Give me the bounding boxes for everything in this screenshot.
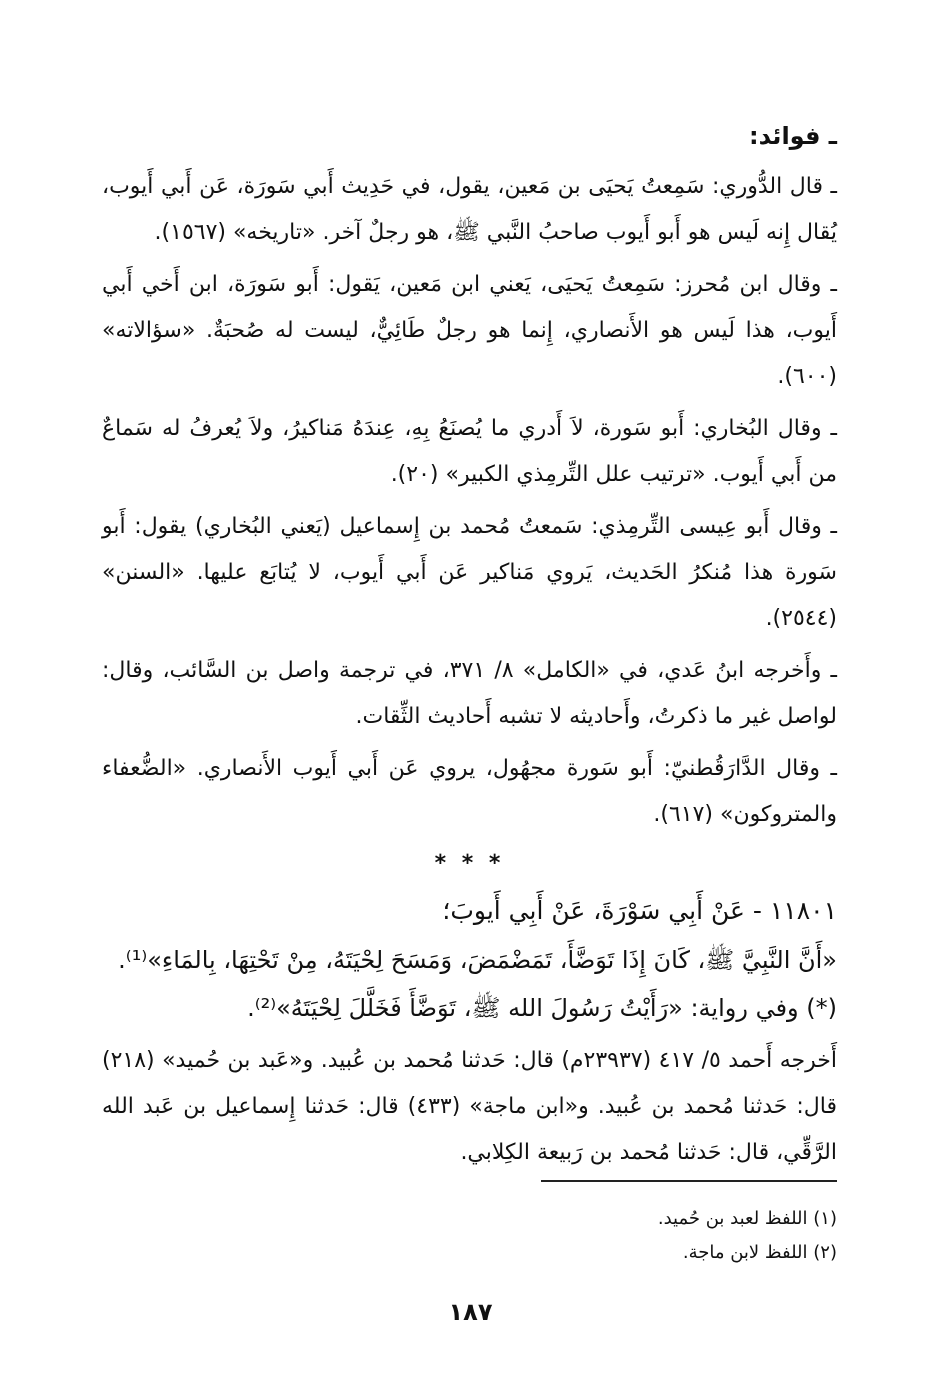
section-heading: ـ فوائد: bbox=[748, 122, 837, 150]
paragraph-ibn-adi: ـ وأَخرجه ابنُ عَدي، في «الكامل» ٨/ ٣٧١، في ترجمة واصل بن السَّائب، وقال: لواصل غير ما ذكرتُ، وأَحاديثه لا تشبه أَحاديث الثِّقات. bbox=[102, 658, 838, 729]
paragraph-bukhari: ـ وقال البُخاري: أَبو سَورة، لاَ أَدري ما يُصنَعُ بِهِ، عِندَهُ مَناكيرُ، ولاَ يُعرفُ له سَماعٌ من أَبي أَيوب. «ترتيب علل التِّرمِذي الكبير» (٢٠). bbox=[102, 416, 837, 487]
footnotes bbox=[102, 1202, 837, 1270]
paragraph-daraqutni: ـ وقال الدَّارَقُطنيّ: أَبو سَورة مجهُول، يروي عَن أَبي أَيوب الأَنصاري. «الضُّعفاء والمتروكون» (٦١٧). bbox=[102, 756, 837, 827]
paragraph-ibn-muhriz: ـ وقال ابن مُحرز: سَمِعتُ يَحيَى، يَعني ابن مَعين، يَقول: أَبو سَورَة، ابن أَخي أَبي أَيوب، هذا لَيس هو الأَنصاري، إِنما هو رجلٌ طَائِيٌّ، ليست له صُحبَةٌ. «سؤالاته» (٦٠٠). bbox=[102, 272, 837, 389]
footnote-1: (١) اللفظ لعبد بن حُميد. bbox=[657, 1208, 837, 1229]
hadith-title: ١١٨٠١ - عَنْ أَبِي سَوْرَةَ، عَنْ أَبِي أَيوبَ؛ bbox=[442, 896, 837, 925]
hadith-variant: (*) وفي رواية: «رَأَيْتُ رَسُولَ الله ﷺ، تَوَضَّأَ فَخَلَّلَ لِحْيَتَهُ»⁽²⁾. bbox=[247, 994, 837, 1022]
paragraph-tirmidhi: ـ وقال أَبو عِيسى التِّرمِذي: سَمعتُ مُحمد بن إِسماعيل (يَعني البُخاري) يقول: أَبو سَورة هذا مُنكرُ الحَديث، يَروي مَناكير عَن أَبي أَيوب، لا يُتابَع عليها. «السنن» (٢٥٤٤). bbox=[102, 514, 837, 631]
page-body bbox=[102, 112, 837, 1176]
footnote-divider bbox=[541, 1180, 837, 1182]
page-number: ١٨٧ bbox=[448, 1298, 493, 1326]
paragraph-douri: ـ قال الدُّوري: سَمِعتُ يَحيَى بن مَعين، يقول، في حَدِيث أَبي سَورَة، عَن أَبي أَيوب، يُقال إِنه لَيس هو أَبو أَيوب صاحبُ النَّبي ﷺ، هو رجلٌ آخر. «تاريخه» (١٥٦٧). bbox=[102, 174, 837, 245]
hadith-text: «أَنَّ النَّبِيَّ ﷺ، كَانَ إِذَا تَوَضَّأَ، تَمَضْمَضَ، وَمَسَحَ لِحْيَتَهُ، مِنْ تَحْتِهَا، بِالمَاءِ»⁽¹⁾. bbox=[118, 946, 837, 974]
footnote-2: (٢) اللفظ لابن ماجة. bbox=[682, 1242, 837, 1263]
section-separator: * * * bbox=[434, 851, 505, 876]
takhrij-paragraph: أَخرجه أَحمد ٥/ ٤١٧ (٢٣٩٣٧م) قال: حَدثنا مُحمد بن عُبيد. و«عَبد بن حُميد» (٢١٨) قال: حَدثنا مُحمد بن عُبيد. و«ابن ماجة» (٤٣٣) قال: حَدثنا إِسماعيل بن عَبد الله الرَّقِّي، قال: حَدثنا مُحمد بن رَبيعة الكِلابي. bbox=[102, 1048, 837, 1165]
